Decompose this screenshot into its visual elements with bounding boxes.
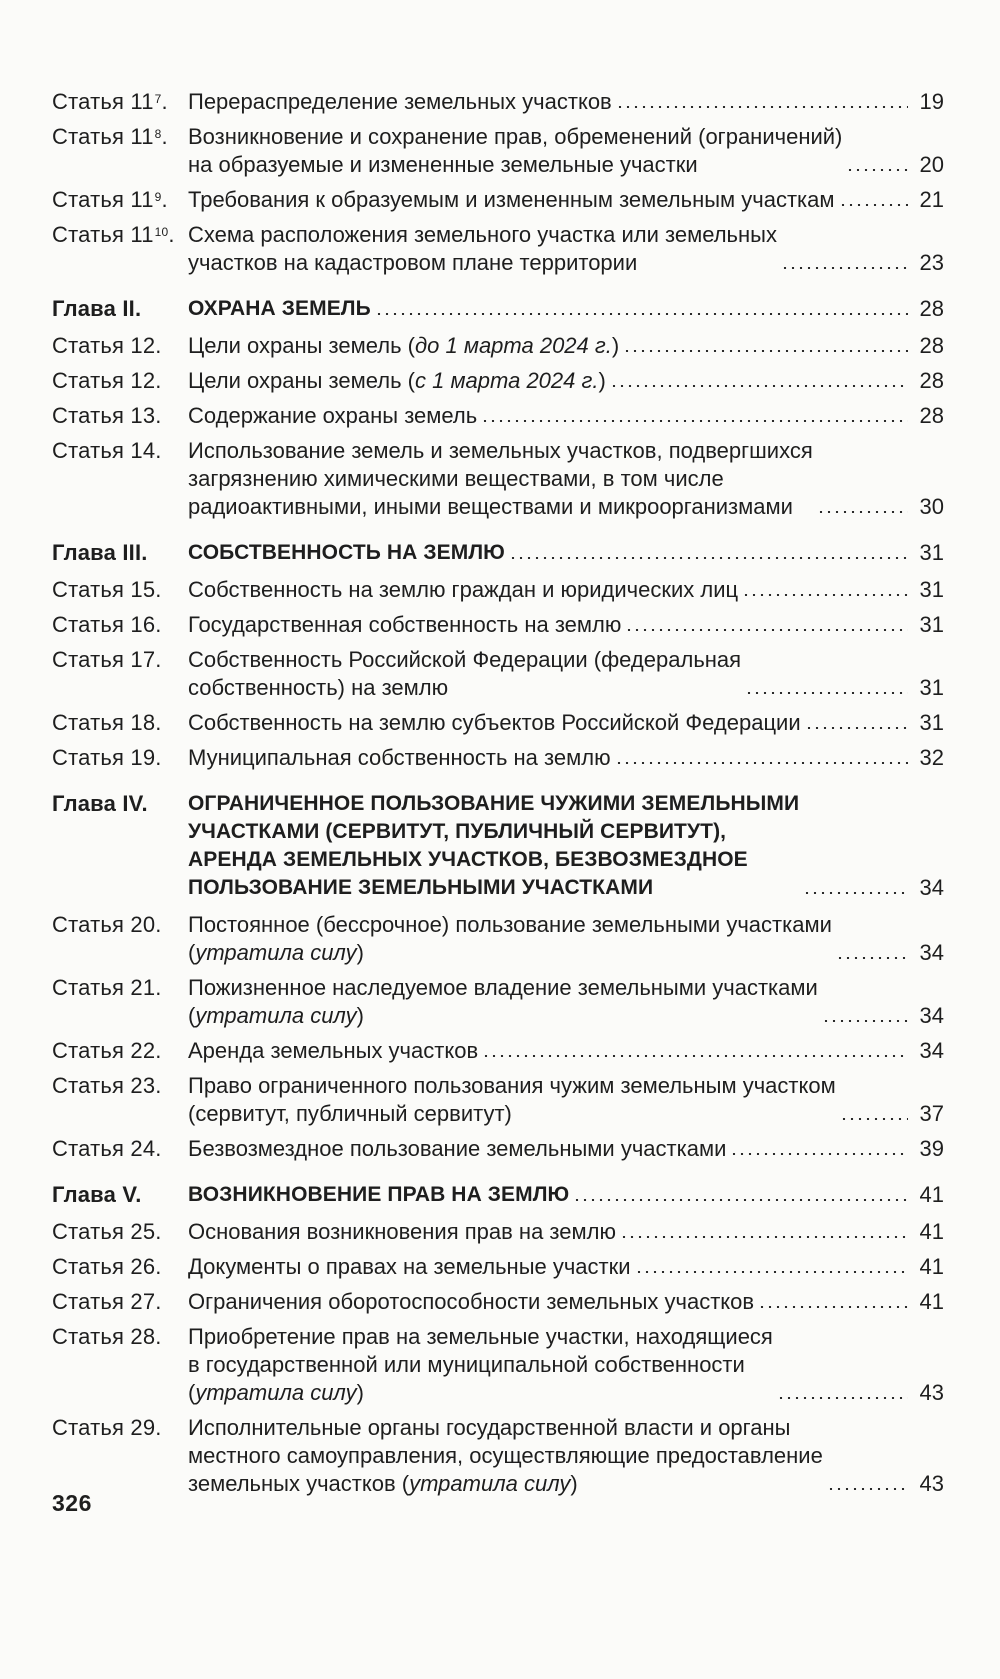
entry-title xyxy=(188,295,371,323)
dot-leader xyxy=(615,762,908,764)
entry-title-last-line xyxy=(188,1003,364,1028)
entry-title xyxy=(188,974,818,1030)
entry-body xyxy=(188,402,944,430)
entry-title-last-line xyxy=(188,577,738,602)
dot-leader xyxy=(745,692,908,694)
title-segment: радиоактивными, иными веществами и микроорганизмами xyxy=(188,494,793,519)
entry-label xyxy=(52,611,188,639)
entry-page-number: 34 xyxy=(919,1038,944,1063)
dot-leader xyxy=(840,1118,908,1120)
entry-title-line: Собственность Российской Федерации (федеральная xyxy=(188,647,742,672)
dot-leader xyxy=(822,1020,908,1022)
entry-label xyxy=(52,1181,188,1209)
title-segment: Муниципальная собственность на землю xyxy=(188,745,611,770)
entry-title-last-line xyxy=(188,876,653,899)
entry-title-last-line xyxy=(188,1380,364,1405)
toc-chapter-entry xyxy=(52,539,944,567)
dot-leader xyxy=(616,106,908,108)
entry-label-text: Статья 20. xyxy=(52,912,162,937)
entry-title-last-line xyxy=(188,940,364,965)
entry-title xyxy=(188,744,611,772)
label-dot: . xyxy=(161,89,168,114)
entry-label-text: Статья 11 xyxy=(52,124,154,149)
title-segment: ) xyxy=(356,1003,364,1028)
title-segment: Ограничения оборотоспособности земельных участков xyxy=(188,1289,755,1314)
entry-title-last-line xyxy=(188,1183,569,1206)
entry-label xyxy=(52,1037,188,1065)
dot-leader xyxy=(742,594,908,596)
title-segment: СОБСТВЕННОСТЬ НА ЗЕМЛЮ xyxy=(188,541,505,564)
entry-label xyxy=(52,1414,188,1442)
entry-title-last-line xyxy=(188,494,793,519)
dot-leader xyxy=(481,420,908,422)
entry-body xyxy=(188,1218,944,1246)
entry-label xyxy=(52,709,188,737)
toc-article-entry xyxy=(52,646,944,702)
entry-label xyxy=(52,1072,188,1100)
entry-title-last-line xyxy=(188,675,448,700)
title-segment: ПОЛЬЗОВАНИЕ ЗЕМЕЛЬНЫМИ УЧАСТКАМИ xyxy=(188,876,654,899)
article-superscript: 9 xyxy=(154,190,162,204)
title-segment: Аренда земельных участков xyxy=(188,1038,479,1063)
article-superscript: 10 xyxy=(154,225,169,239)
entry-title xyxy=(188,1253,631,1281)
entry-label-text: Глава II. xyxy=(52,296,142,321)
toc-article-entry xyxy=(52,123,944,179)
entry-page-number: 31 xyxy=(919,710,944,735)
title-segment: Документы о правах на земельные участки xyxy=(188,1254,631,1279)
toc-article-entry xyxy=(52,576,944,604)
toc-article-entry xyxy=(52,88,944,116)
entry-label-text: Статья 14. xyxy=(52,438,162,463)
entry-page-number: 34 xyxy=(919,1003,944,1028)
entry-title-last-line xyxy=(188,333,619,358)
entry-page-number: 34 xyxy=(919,940,944,965)
entry-body xyxy=(188,437,944,521)
entry-title-last-line xyxy=(188,1254,631,1279)
entry-label-text: Статья 23. xyxy=(52,1073,162,1098)
entry-title xyxy=(188,1288,754,1316)
dot-leader xyxy=(730,1153,908,1155)
entry-title xyxy=(188,1037,478,1065)
title-segment: ( xyxy=(188,940,196,965)
entry-label xyxy=(52,332,188,360)
entry-body xyxy=(188,1323,944,1407)
toc-article-entry xyxy=(52,186,944,214)
dot-leader xyxy=(375,313,908,315)
dot-leader xyxy=(781,267,908,269)
entry-label xyxy=(52,646,188,674)
entry-label xyxy=(52,295,188,323)
entry-label xyxy=(52,1218,188,1246)
title-segment: ОХРАНА ЗЕМЕЛЬ xyxy=(188,297,371,320)
title-segment: ( xyxy=(188,1003,196,1028)
entry-body xyxy=(188,576,944,604)
entry-body xyxy=(188,709,944,737)
entry-label-text: Глава V. xyxy=(52,1182,142,1207)
title-segment: ) xyxy=(356,940,364,965)
title-segment: собственность) на землю xyxy=(188,675,449,700)
entry-title xyxy=(188,790,799,902)
entry-title-line: УЧАСТКАМИ (СЕРВИТУТ, ПУБЛИЧНЫЙ СЕРВИТУТ), xyxy=(188,820,727,843)
title-segment: ВОЗНИКНОВЕНИЕ ПРАВ НА ЗЕМЛЮ xyxy=(188,1183,570,1206)
entry-title xyxy=(188,437,813,521)
entry-body xyxy=(188,221,944,277)
entry-label-text: Статья 12. xyxy=(52,368,162,393)
italic-note: утратила силу xyxy=(195,1003,357,1028)
page-number: 326 xyxy=(52,1490,92,1516)
toc-chapter-entry xyxy=(52,1181,944,1209)
title-segment: участков на кадастровом плане территории xyxy=(188,250,638,275)
entry-body xyxy=(188,332,944,360)
title-segment: ) xyxy=(570,1471,578,1496)
entry-label-text: Статья 17. xyxy=(52,647,162,672)
entry-title-last-line xyxy=(188,1038,478,1063)
entry-body xyxy=(188,186,944,214)
label-dot: . xyxy=(168,222,175,247)
entry-label-text: Статья 11 xyxy=(52,89,154,114)
dot-leader xyxy=(625,629,908,631)
toc-article-entry xyxy=(52,1414,944,1498)
entry-body xyxy=(188,539,944,567)
entry-title xyxy=(188,1181,569,1209)
entry-title-last-line xyxy=(188,1101,512,1126)
entry-label xyxy=(52,402,188,430)
entry-title-last-line xyxy=(188,541,505,564)
dot-leader xyxy=(573,1199,908,1201)
toc-article-entry xyxy=(52,1072,944,1128)
toc-article-entry xyxy=(52,221,944,277)
entry-label-text: Статья 13. xyxy=(52,403,162,428)
entry-label-text: Статья 27. xyxy=(52,1289,162,1314)
entry-title-last-line xyxy=(188,745,611,770)
entry-page-number: 20 xyxy=(919,152,944,177)
toc-article-entry xyxy=(52,744,944,772)
toc-article-entry xyxy=(52,367,944,395)
dot-leader xyxy=(805,727,908,729)
entry-page-number: 28 xyxy=(919,333,944,358)
entry-title-last-line xyxy=(188,1289,754,1314)
entry-label-text: Статья 16. xyxy=(52,612,162,637)
entry-title-last-line xyxy=(188,710,801,735)
toc-article-entry xyxy=(52,1288,944,1316)
entry-label-text: Статья 28. xyxy=(52,1324,162,1349)
entry-label xyxy=(52,539,188,567)
dot-leader xyxy=(758,1306,908,1308)
title-segment: Основания возникновения прав на землю xyxy=(188,1219,616,1244)
entry-page-number: 31 xyxy=(919,612,944,637)
title-segment: ( xyxy=(188,1380,196,1405)
entry-page-number: 28 xyxy=(919,296,944,321)
entry-body xyxy=(188,123,944,179)
entry-page-number: 23 xyxy=(919,250,944,275)
title-segment: земельных участков ( xyxy=(188,1471,410,1496)
toc-article-entry xyxy=(52,1218,944,1246)
entry-label xyxy=(52,974,188,1002)
entry-title-last-line xyxy=(188,187,835,212)
entry-title-line: Использование земель и земельных участков, подвергшихся xyxy=(188,438,813,463)
entry-label xyxy=(52,1288,188,1316)
entry-body xyxy=(188,911,944,967)
entry-label-text: Глава III. xyxy=(52,540,148,565)
dot-leader xyxy=(803,892,908,894)
entry-title-last-line xyxy=(188,612,621,637)
entry-page-number: 37 xyxy=(919,1101,944,1126)
entry-body xyxy=(188,1288,944,1316)
entry-body xyxy=(188,1253,944,1281)
dot-leader xyxy=(620,1236,908,1238)
entry-label xyxy=(52,790,188,818)
entry-title xyxy=(188,367,606,395)
entry-title xyxy=(188,646,741,702)
entry-title-line: Возникновение и сохранение прав, обременений (ограничений) xyxy=(188,124,843,149)
entry-label-text: Статья 24. xyxy=(52,1136,162,1161)
dot-leader xyxy=(827,1488,908,1490)
entry-title-line: Схема расположения земельного участка или земельных xyxy=(188,222,777,247)
entry-page-number: 28 xyxy=(919,368,944,393)
entry-body xyxy=(188,790,944,902)
article-superscript: 8 xyxy=(154,127,162,141)
entry-body xyxy=(188,1135,944,1163)
entry-page-number: 28 xyxy=(919,403,944,428)
entry-title xyxy=(188,186,835,214)
entry-label xyxy=(52,437,188,465)
entry-body xyxy=(188,295,944,323)
toc-chapter-entry xyxy=(52,790,944,902)
entry-label-text: Статья 29. xyxy=(52,1415,162,1440)
toc-article-entry xyxy=(52,611,944,639)
entry-title-line: местного самоуправления, осуществляющие предоставление xyxy=(188,1443,823,1468)
dot-leader xyxy=(846,169,908,171)
entry-page-number: 31 xyxy=(919,577,944,602)
entry-label xyxy=(52,367,188,395)
entry-body xyxy=(188,1072,944,1128)
entry-title-line: Постоянное (бессрочное) пользование земельными участками xyxy=(188,912,832,937)
dot-leader xyxy=(839,204,908,206)
entry-label xyxy=(52,221,188,249)
entry-label xyxy=(52,1253,188,1281)
toc-article-entry xyxy=(52,1135,944,1163)
entry-title-last-line xyxy=(188,1136,726,1161)
entry-label xyxy=(52,1323,188,1351)
title-segment: ) xyxy=(356,1380,364,1405)
title-segment: Цели охраны земель ( xyxy=(188,333,415,358)
dot-leader xyxy=(623,350,908,352)
title-segment: Собственность на землю субъектов Российской Федерации xyxy=(188,710,801,735)
entry-label xyxy=(52,1135,188,1163)
entry-label xyxy=(52,576,188,604)
dot-leader xyxy=(482,1055,908,1057)
entry-title xyxy=(188,402,477,430)
italic-note: до 1 марта 2024 г. xyxy=(415,333,612,358)
entry-page-number: 30 xyxy=(919,494,944,519)
title-segment: Государственная собственность на землю xyxy=(188,612,622,637)
entry-title xyxy=(188,123,842,179)
article-superscript: 7 xyxy=(154,92,162,106)
entry-label-text: Статья 25. xyxy=(52,1219,162,1244)
entry-label xyxy=(52,88,188,116)
entry-body xyxy=(188,974,944,1030)
toc-article-entry xyxy=(52,437,944,521)
entry-title xyxy=(188,709,801,737)
entry-body xyxy=(188,367,944,395)
entry-title-last-line xyxy=(188,1471,578,1496)
entry-title xyxy=(188,1323,773,1407)
dot-leader xyxy=(509,557,908,559)
table-of-contents xyxy=(52,88,944,1505)
entry-page-number: 41 xyxy=(919,1182,944,1207)
entry-title xyxy=(188,1218,616,1246)
entry-page-number: 41 xyxy=(919,1289,944,1314)
toc-article-entry xyxy=(52,1037,944,1065)
entry-body xyxy=(188,88,944,116)
title-segment: (сервитут, публичный сервитут) xyxy=(188,1101,512,1126)
dot-leader xyxy=(610,385,908,387)
entry-title-last-line xyxy=(188,297,371,320)
toc-article-entry xyxy=(52,911,944,967)
title-segment: Безвозмездное пользование земельными участками xyxy=(188,1136,727,1161)
entry-title-line: АРЕНДА ЗЕМЕЛЬНЫХ УЧАСТКОВ, БЕЗВОЗМЕЗДНОЕ xyxy=(188,848,748,871)
entry-label-text: Статья 15. xyxy=(52,577,162,602)
dot-leader xyxy=(836,957,908,959)
entry-title-line: ОГРАНИЧЕННОЕ ПОЛЬЗОВАНИЕ ЧУЖИМИ ЗЕМЕЛЬНЫМИ xyxy=(188,792,800,815)
entry-title-last-line xyxy=(188,250,637,275)
entry-title xyxy=(188,576,738,604)
toc-chapter-entry xyxy=(52,295,944,323)
entry-body xyxy=(188,744,944,772)
title-segment: на образуемые и измененные земельные участки xyxy=(188,152,698,177)
title-segment: ) xyxy=(611,333,620,358)
entry-title xyxy=(188,1072,836,1128)
entry-label-text: Статья 26. xyxy=(52,1254,162,1279)
dot-leader xyxy=(635,1271,908,1273)
entry-title-line: Исполнительные органы государственной власти и органы xyxy=(188,1415,791,1440)
title-segment: Требования к образуемым и измененным земельным участкам xyxy=(188,187,835,212)
entry-body xyxy=(188,1181,944,1209)
entry-page-number: 31 xyxy=(919,540,944,565)
entry-title-line: Пожизненное наследуемое владение земельными участками xyxy=(188,975,818,1000)
entry-body xyxy=(188,1414,944,1498)
entry-body xyxy=(188,646,944,702)
title-segment: Перераспределение земельных участков xyxy=(188,89,612,114)
italic-note: утратила силу xyxy=(195,1380,357,1405)
entry-body xyxy=(188,1037,944,1065)
entry-title xyxy=(188,911,832,967)
toc-article-entry xyxy=(52,974,944,1030)
toc-article-entry xyxy=(52,1253,944,1281)
entry-page-number: 19 xyxy=(919,89,944,114)
entry-label-text: Статья 11 xyxy=(52,222,154,247)
entry-page-number: 43 xyxy=(919,1380,944,1405)
toc-article-entry xyxy=(52,402,944,430)
entry-page-number: 41 xyxy=(919,1254,944,1279)
entry-label-text: Статья 22. xyxy=(52,1038,162,1063)
entry-page-number: 34 xyxy=(919,875,944,900)
entry-title-line: загрязнению химическими веществами, в том числе xyxy=(188,466,724,491)
entry-page-number: 31 xyxy=(919,675,944,700)
entry-title-last-line xyxy=(188,1219,616,1244)
entry-page-number: 21 xyxy=(919,187,944,212)
entry-title xyxy=(188,332,619,360)
entry-title-last-line xyxy=(188,152,698,177)
entry-title-last-line xyxy=(188,403,477,428)
entry-title-last-line xyxy=(188,368,606,393)
entry-title-line: Право ограниченного пользования чужим земельным участком xyxy=(188,1073,836,1098)
entry-label-text: Статья 19. xyxy=(52,745,162,770)
label-dot: . xyxy=(161,187,168,212)
entry-page-number: 41 xyxy=(919,1219,944,1244)
toc-article-entry xyxy=(52,332,944,360)
toc-article-entry xyxy=(52,1323,944,1407)
entry-title-last-line xyxy=(188,89,612,114)
dot-leader xyxy=(817,511,908,513)
title-segment: Собственность на землю граждан и юридических лиц xyxy=(188,577,739,602)
entry-label xyxy=(52,744,188,772)
entry-title-line: Приобретение прав на земельные участки, находящиеся xyxy=(188,1324,773,1349)
entry-label-text: Статья 11 xyxy=(52,187,154,212)
italic-note: с 1 марта 2024 г. xyxy=(415,368,599,393)
label-dot: . xyxy=(161,124,168,149)
entry-page-number: 39 xyxy=(919,1136,944,1161)
title-segment: Содержание охраны земель xyxy=(188,403,478,428)
entry-label-text: Статья 12. xyxy=(52,333,162,358)
entry-label xyxy=(52,123,188,151)
entry-title xyxy=(188,88,612,116)
entry-title xyxy=(188,1414,823,1498)
entry-label xyxy=(52,186,188,214)
italic-note: утратила силу xyxy=(195,940,357,965)
title-segment: ) xyxy=(598,368,606,393)
entry-body xyxy=(188,611,944,639)
entry-title xyxy=(188,1135,726,1163)
entry-title-line: в государственной или муниципальной собственности xyxy=(188,1352,745,1377)
entry-title xyxy=(188,221,777,277)
entry-label-text: Статья 21. xyxy=(52,975,162,1000)
title-segment: Цели охраны земель ( xyxy=(188,368,415,393)
toc-article-entry xyxy=(52,709,944,737)
entry-label xyxy=(52,911,188,939)
entry-title xyxy=(188,539,505,567)
entry-label-text: Статья 18. xyxy=(52,710,162,735)
entry-page-number: 32 xyxy=(919,745,944,770)
entry-label-text: Глава IV. xyxy=(52,791,148,816)
italic-note: утратила силу xyxy=(409,1471,571,1496)
entry-page-number: 43 xyxy=(919,1471,944,1496)
dot-leader xyxy=(777,1397,908,1399)
entry-title xyxy=(188,611,621,639)
